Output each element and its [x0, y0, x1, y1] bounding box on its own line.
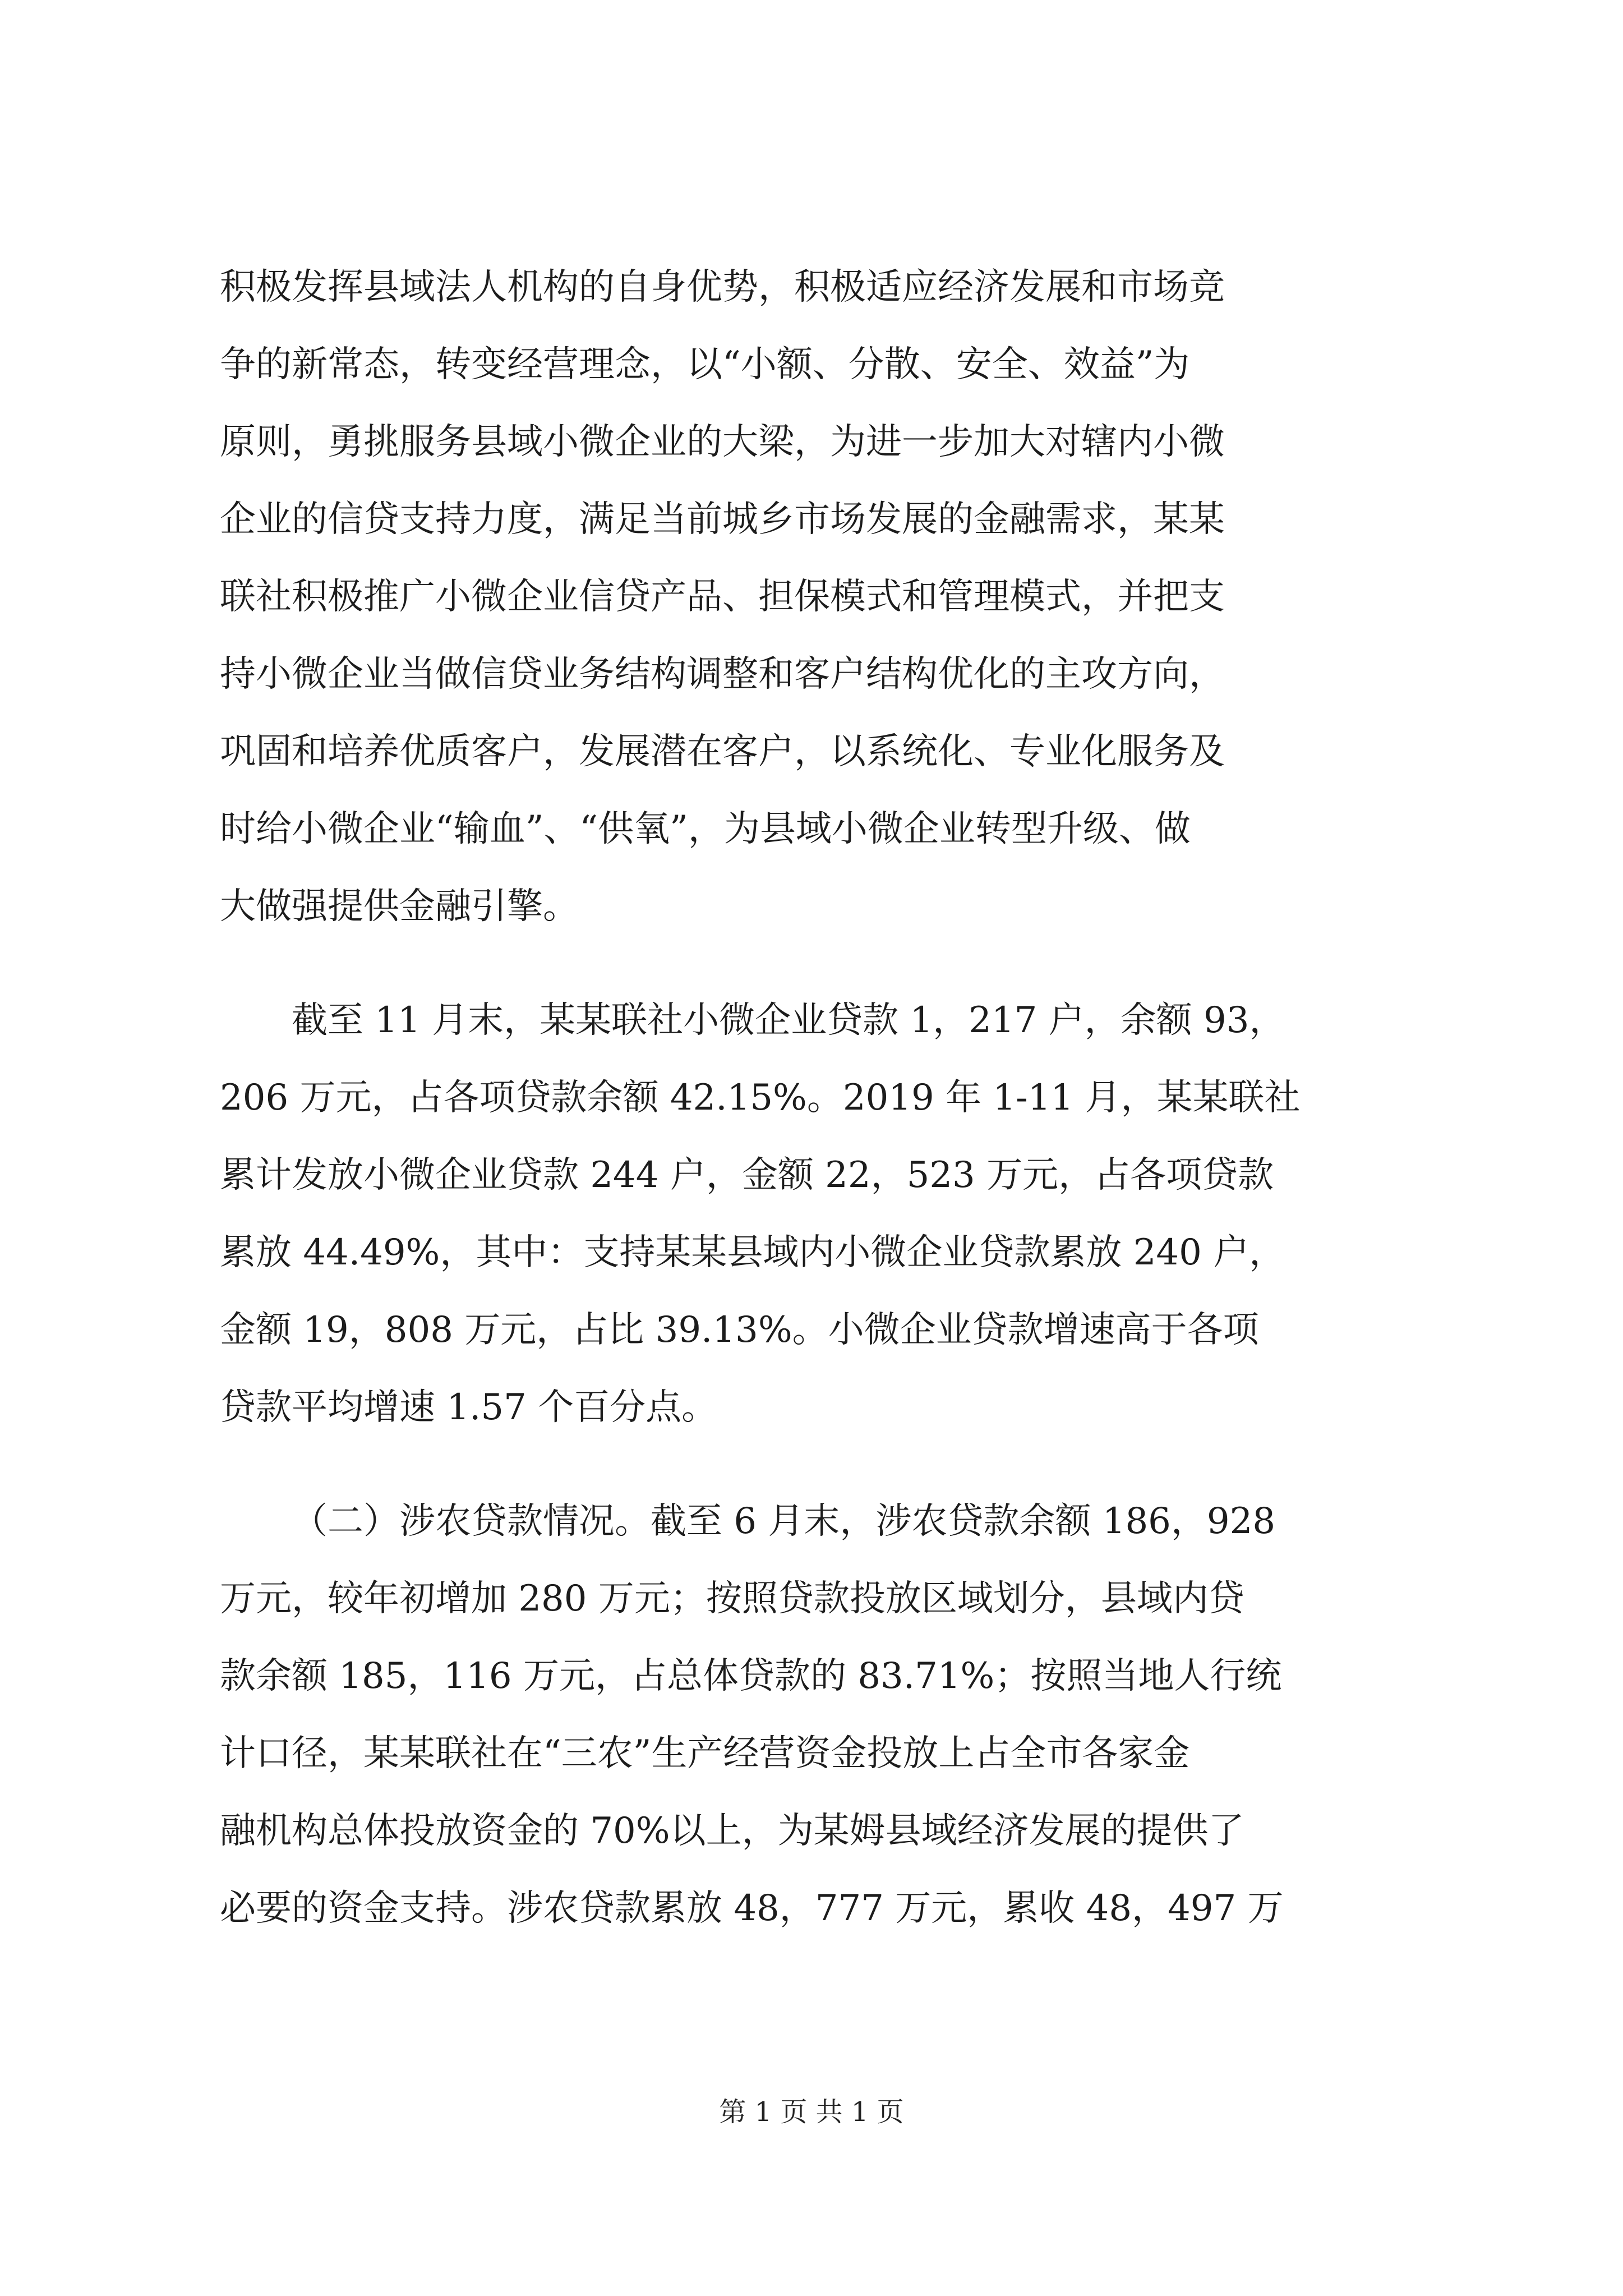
text-line: 款余额 185，116 万元，占总体贷款的 83.71%；按照当地人行统 — [220, 1655, 1282, 1697]
text-line: （二）涉农贷款情况。截至 6 月末，涉农贷款余额 186，928 — [292, 1501, 1276, 1542]
text-line: 巩固和培养优质客户，发展潜在客户，以系统化、专业化服务及 — [220, 731, 1225, 772]
text-line: 企业的信贷支持力度，满足当前城乡市场发展的金融需求，某某 — [220, 499, 1225, 540]
text-line: 原则，勇挑服务县域小微企业的大梁，为进一步加大对辖内小微 — [220, 421, 1225, 463]
page-footer: 第 1 页 共 1 页 — [719, 2096, 904, 2128]
text-line: 持小微企业当做信贷业务结构调整和客户结构优化的主攻方向， — [220, 654, 1225, 695]
text-line: 累放 44.49%，其中：支持某某县域内小微企业贷款累放 240 户， — [220, 1232, 1285, 1273]
text-line: 联社积极推广小微企业信贷产品、担保模式和管理模式，并把支 — [220, 576, 1225, 618]
text-line: 融机构总体投放资金的 70%以上，为某姆县域经济发展的提供了 — [220, 1810, 1244, 1852]
text-line: 累计发放小微企业贷款 244 户，金额 22，523 万元，占各项贷款 — [220, 1154, 1274, 1196]
text-line: 万元，较年初增加 280 万元；按照贷款投放区域划分，县域内贷 — [220, 1578, 1244, 1619]
text-line: 积极发挥县域法人机构的自身优势，积极适应经济发展和市场竞 — [220, 266, 1225, 308]
text-line: 金额 19，808 万元，占比 39.13%。小微企业贷款增速高于各项 — [220, 1309, 1259, 1351]
text-line: 大做强提供金融引擎。 — [220, 886, 579, 927]
text-line: 206 万元，占各项贷款余额 42.15%。2019 年 1-11 月，某某联社 — [220, 1077, 1301, 1119]
text-line: 时给小微企业“输血”、“供氧”，为县域小微企业转型升级、做 — [220, 808, 1191, 850]
text-line: 争的新常态，转变经营理念，以“小额、分散、安全、效益”为 — [220, 344, 1190, 385]
text-line: 计口径，某某联社在“三农”生产经营资金投放上占全市各家金 — [220, 1733, 1190, 1774]
text-line: 截至 11 月末，某某联社小微企业贷款 1，217 户，余额 93， — [292, 1000, 1285, 1041]
text-line: 必要的资金支持。涉农贷款累放 48，777 万元，累收 48，497 万 — [220, 1888, 1284, 1929]
text-line: 贷款平均增速 1.57 个百分点。 — [220, 1387, 718, 1428]
